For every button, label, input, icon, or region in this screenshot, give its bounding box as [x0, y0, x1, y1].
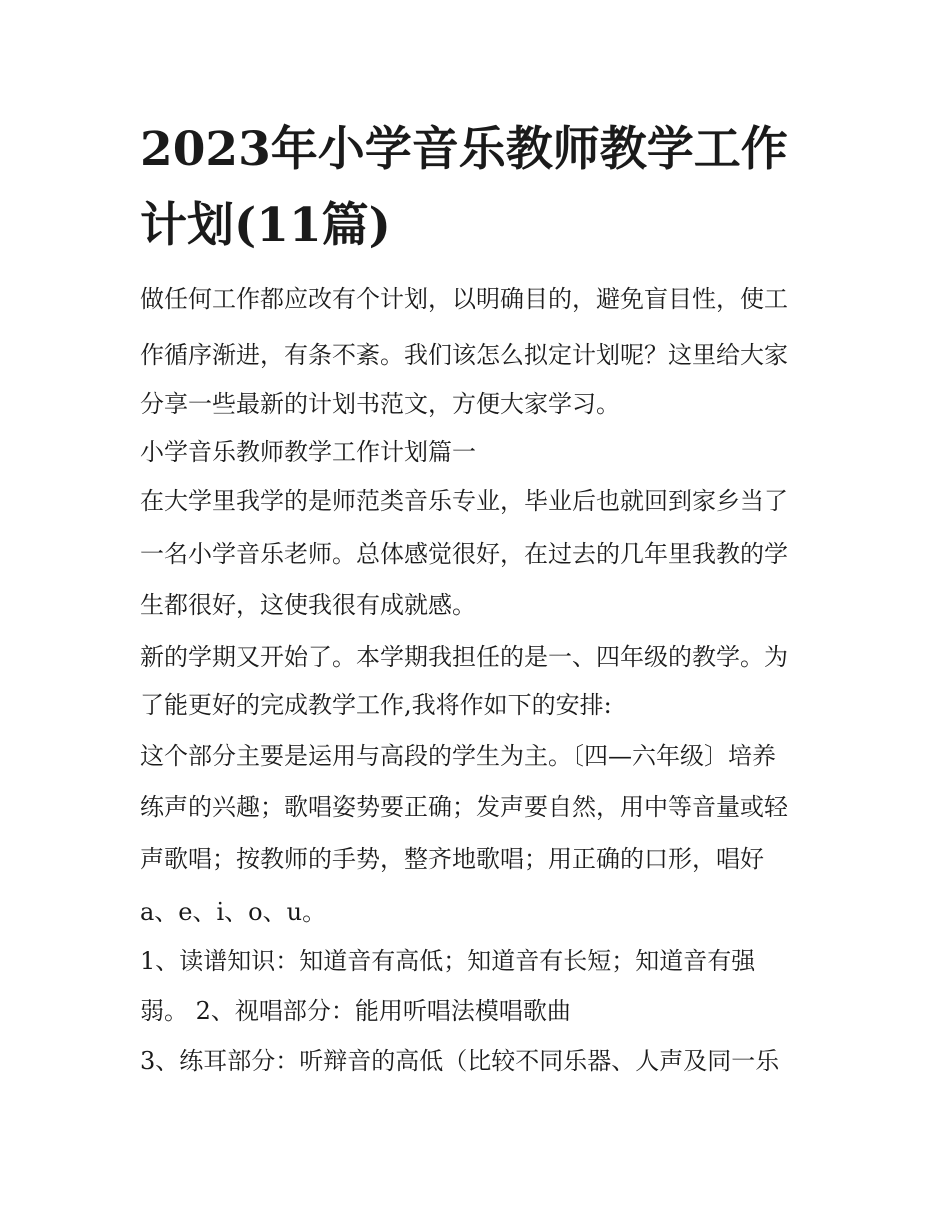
- document-title: [140, 112, 830, 264]
- paragraph-line: 新的学期又开始了。本学期我担任的是一、四年级的教学。为: [140, 643, 788, 671]
- list-item: 弱。 2、视唱部分：能用听唱法模唱歌曲: [140, 997, 571, 1025]
- intro-line-1: 做任何工作都应改有个计划，以明确目的，避免盲目性，使工: [140, 285, 788, 313]
- paragraph-line: 了能更好的完成教学工作,我将作如下的安排:: [140, 691, 612, 719]
- paragraph-line: 这个部分主要是运用与高段的学生为主。〔四—六年级〕培养: [140, 742, 776, 770]
- paragraph-line: 在大学里我学的是师范类音乐专业，毕业后也就回到家乡当了: [140, 487, 788, 515]
- paragraph-line: 练声的兴趣；歌唱姿势要正确；发声要自然，用中等音量或轻: [140, 793, 788, 821]
- paragraph-line: 一名小学音乐老师。总体感觉很好，在过去的几年里我教的学: [140, 540, 788, 568]
- paragraph-line: a、e、i、o、u。: [140, 898, 327, 926]
- intro-line-3: 分享一些最新的计划书范文，方便大家学习。: [140, 390, 620, 418]
- intro-line-2: 作循序渐进，有条不紊。我们该怎么拟定计划呢？这里给大家: [140, 341, 788, 369]
- list-item: 3、练耳部分：听辩音的高低（比较不同乐器、人声及同一乐: [140, 1047, 780, 1075]
- paragraph-line: 生都很好，这使我很有成就感。: [140, 591, 476, 619]
- title-line-1: 2023年小学音乐教师教学工作: [140, 122, 788, 177]
- paragraph-line: 声歌唱；按教师的手势，整齐地歌唱；用正确的口形，唱好: [140, 845, 764, 873]
- list-item: 1、读谱知识：知道音有高低；知道音有长短；知道音有强: [140, 947, 756, 975]
- title-line-2: 计划(11篇): [140, 198, 391, 253]
- section-heading: 小学音乐教师教学工作计划篇一: [140, 438, 476, 466]
